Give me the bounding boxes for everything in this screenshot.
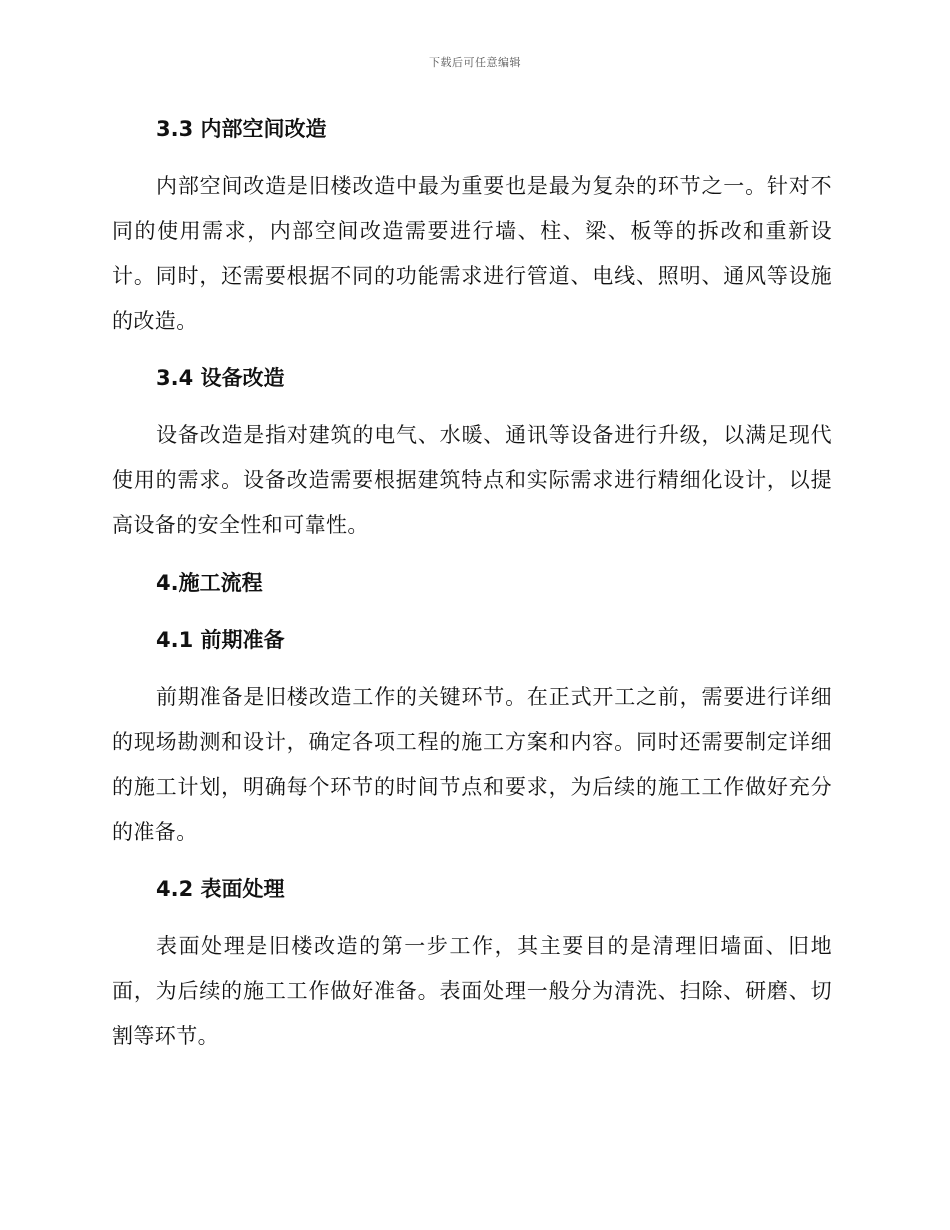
page-header: 下载后可任意编辑 xyxy=(429,56,521,69)
section-heading-4: 4.施工流程 xyxy=(156,571,263,595)
section-paragraph-3-4: 设备改造是指对建筑的电气、水暖、通讯等设备进行升级，以满足现代使用的需求。设备改造需要根据建筑特点和实际需求进行精细化设计，以提高设备的安全性和可靠性。 xyxy=(112,423,832,537)
section-heading-4-2: 4.2 表面处理 xyxy=(156,877,285,901)
section-paragraph-3-3: 内部空间改造是旧楼改造中最为重要也是最为复杂的环节之一。针对不同的使用需求，内部空间改造需要进行墙、柱、梁、板等的拆改和重新设计。同时，还需要根据不同的功能需求进行管道、电线、照明、通风等设施的改造。 xyxy=(112,174,832,333)
section-paragraph-4-1: 前期准备是旧楼改造工作的关键环节。在正式开工之前，需要进行详细的现场勘测和设计，确定各项工程的施工方案和内容。同时还需要制定详细的施工计划，明确每个环节的时间节点和要求，为后续的施工工作做好充分的准备。 xyxy=(112,685,832,844)
section-paragraph-4-2: 表面处理是旧楼改造的第一步工作，其主要目的是清理旧墙面、旧地面，为后续的施工工作做好准备。表面处理一般分为清洗、扫除、研磨、切割等环节。 xyxy=(112,934,832,1048)
section-heading-3-4: 3.4 设备改造 xyxy=(156,366,285,390)
section-heading-3-3: 3.3 内部空间改造 xyxy=(156,117,327,141)
section-heading-4-1: 4.1 前期准备 xyxy=(156,628,285,652)
